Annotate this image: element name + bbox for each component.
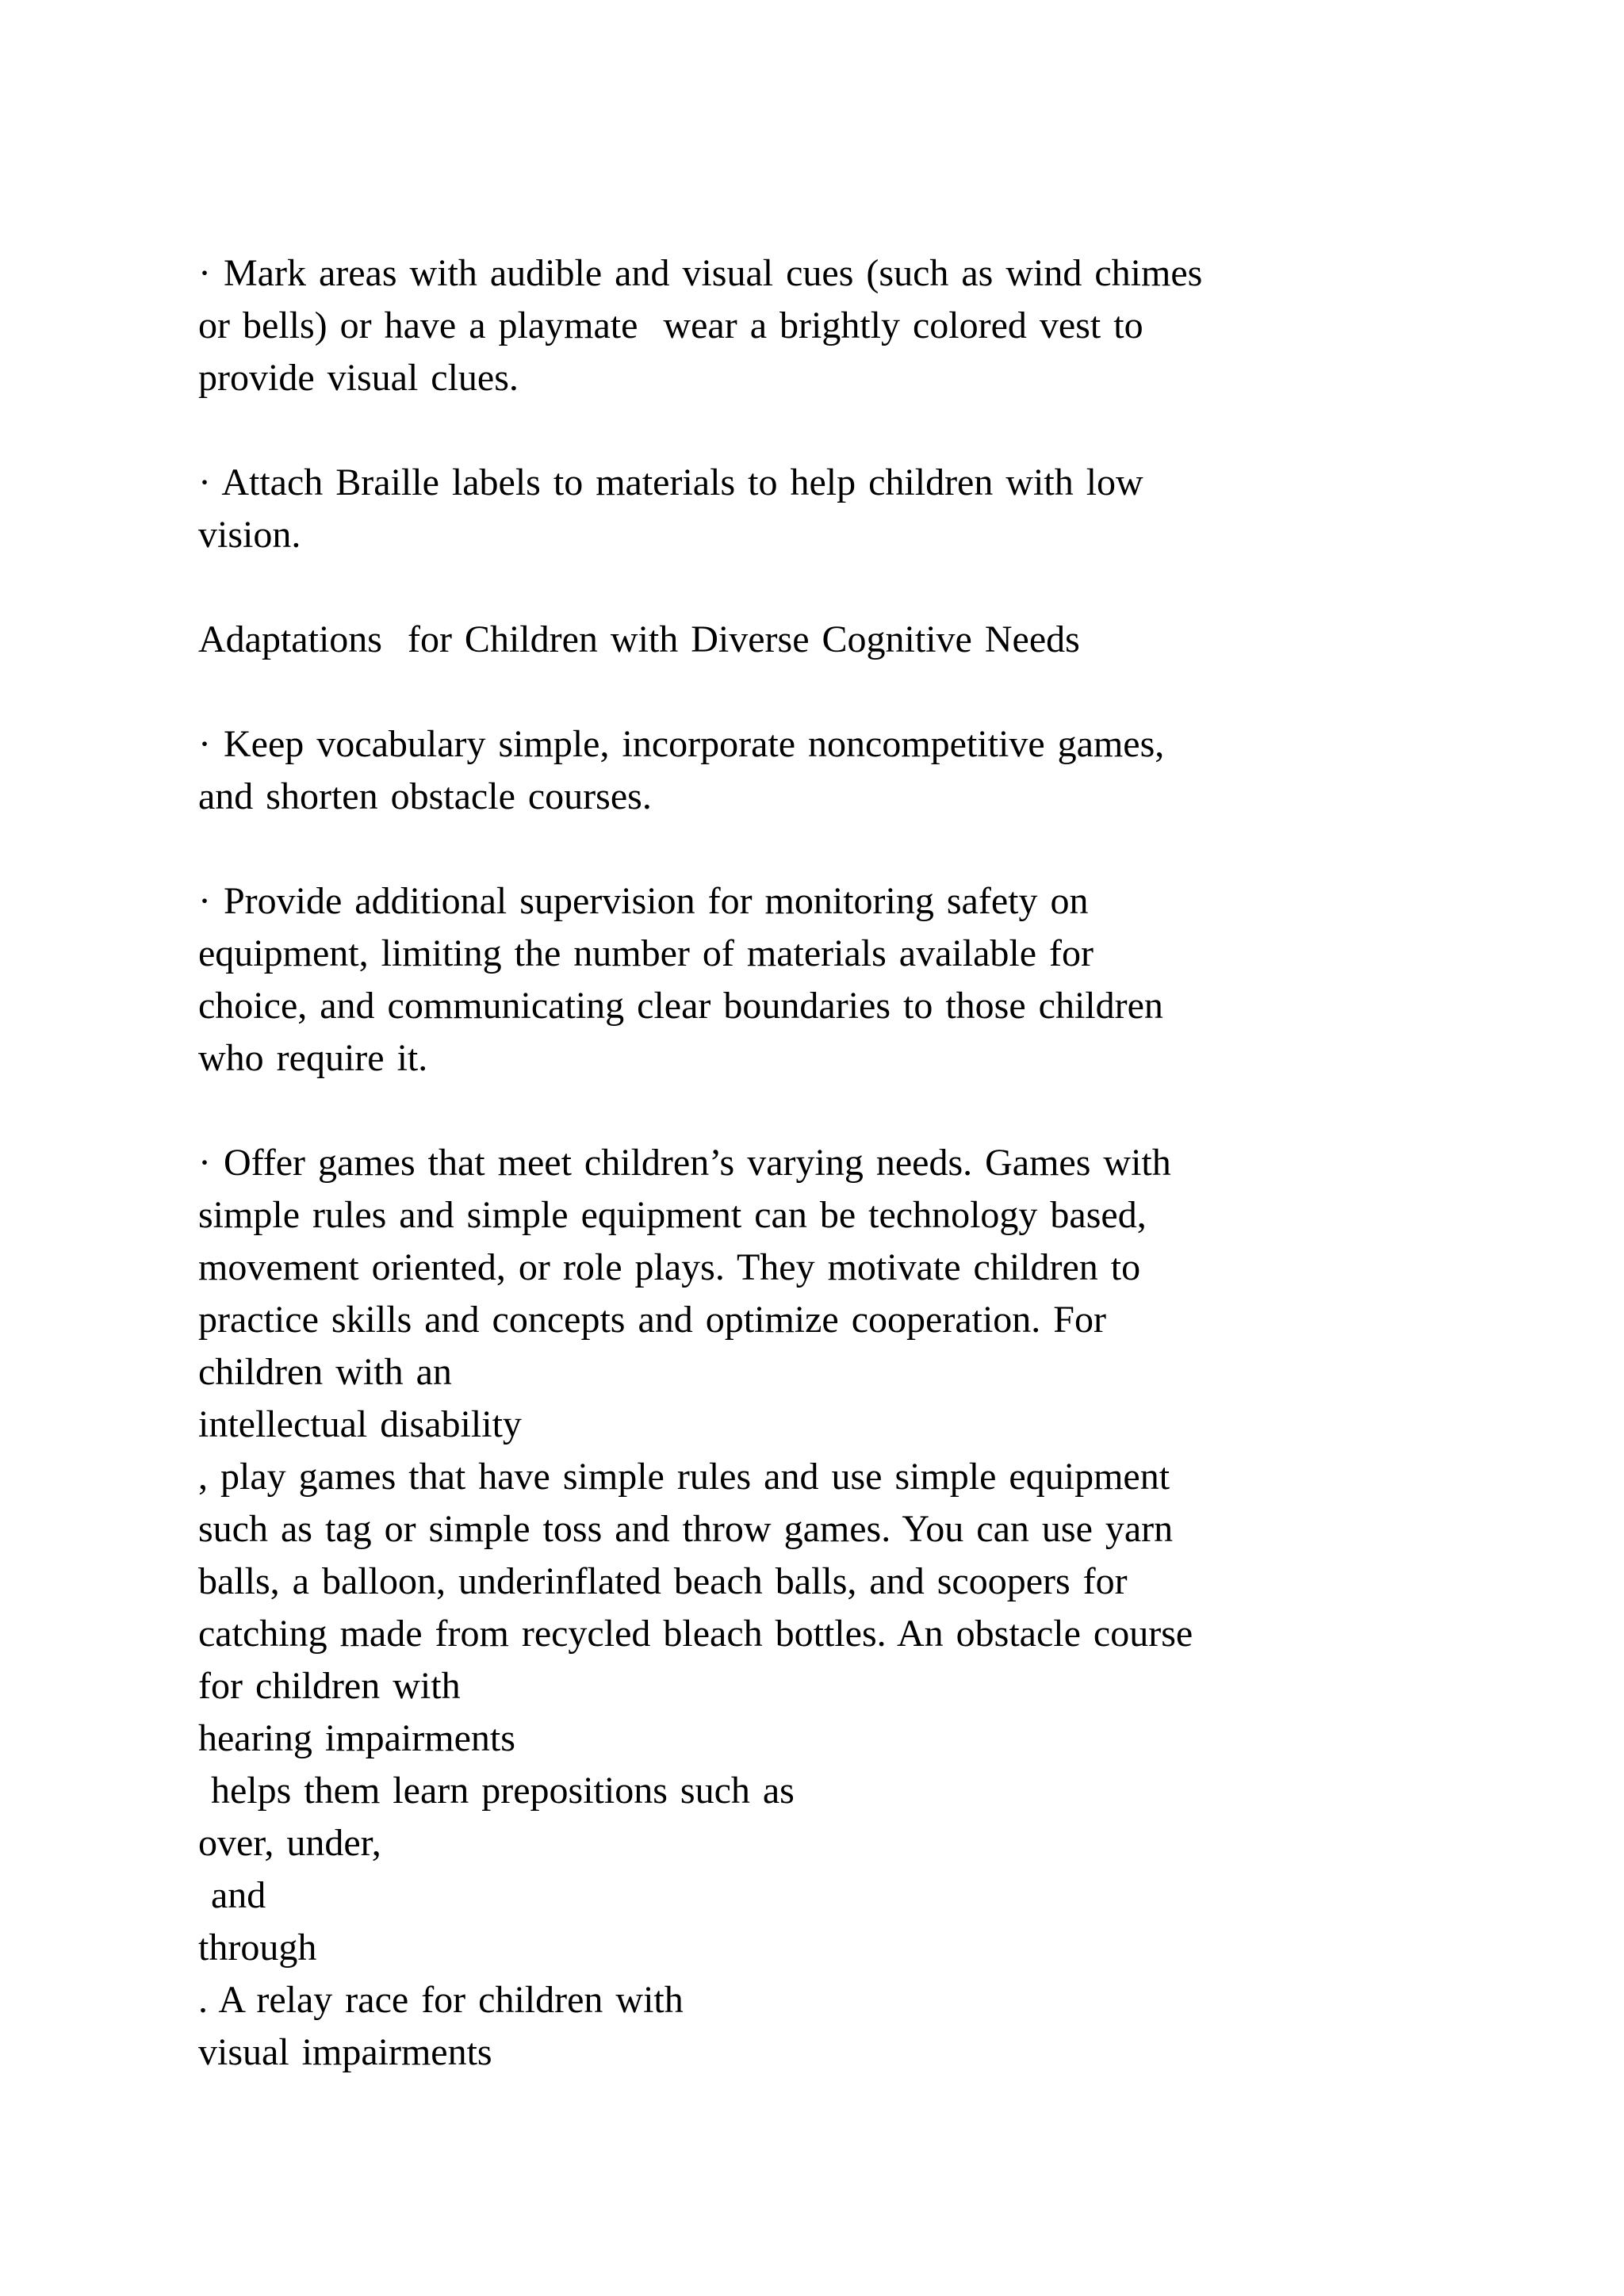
bullet-braille-labels (198, 457, 1435, 561)
text-line: over, under, (198, 1822, 381, 1864)
text-line: and (198, 1874, 266, 1916)
text-line: , play games that have simple rules and use simple equipment (198, 1456, 1170, 1498)
bullet-simple-vocabulary (198, 718, 1435, 823)
text-line: for children with (198, 1665, 461, 1707)
text-line: hearing impairments (198, 1717, 515, 1759)
text-line: vision. (198, 514, 301, 556)
text-line: simple rules and simple equipment can be technology based, (198, 1194, 1147, 1236)
text-line: · Attach Braille labels to materials to help children with low (198, 461, 1143, 503)
text-line: through (198, 1927, 317, 1969)
section-heading-cognitive-needs (198, 614, 1435, 666)
text-line: · Mark areas with audible and visual cues (such as wind chimes (198, 252, 1203, 294)
text-line: · Offer games that meet children’s varying needs. Games with (198, 1142, 1171, 1184)
bullet-additional-supervision (198, 875, 1435, 1085)
text-line: who require it. (198, 1037, 428, 1079)
text-line: catching made from recycled bleach bottles. An obstacle course (198, 1613, 1193, 1655)
section-heading: Adaptations for Children with Diverse Cognitive Needs (198, 618, 1080, 660)
text-line: children with an (198, 1351, 452, 1393)
text-line: intellectual disability (198, 1403, 522, 1445)
text-line: choice, and communicating clear boundaries to those children (198, 985, 1163, 1027)
text-line: and shorten obstacle courses. (198, 775, 652, 817)
text-line: · Keep vocabulary simple, incorporate noncompetitive games, (198, 723, 1165, 765)
text-line: . A relay race for children with (198, 1979, 684, 2021)
text-line: · Provide additional supervision for monitoring safety on (198, 880, 1089, 922)
text-line: such as tag or simple toss and throw games. You can use yarn (198, 1508, 1174, 1550)
text-line: practice skills and concepts and optimize cooperation. For (198, 1299, 1106, 1341)
text-line: balls, a balloon, underinflated beach balls, and scoopers for (198, 1560, 1128, 1602)
text-line: movement oriented, or role plays. They motivate children to (198, 1246, 1141, 1288)
text-line: equipment, limiting the number of materials available for (198, 932, 1094, 974)
bullet-offer-games (198, 1137, 1435, 2079)
text-line: provide visual clues. (198, 357, 519, 399)
text-line: helps them learn prepositions such as (198, 1770, 795, 1812)
text-line: visual impairments (198, 2031, 492, 2073)
document-body (198, 247, 1435, 2079)
text-line: or bells) or have a playmate wear a brightly colored vest to (198, 304, 1143, 346)
bullet-audible-visual-cues (198, 247, 1435, 404)
